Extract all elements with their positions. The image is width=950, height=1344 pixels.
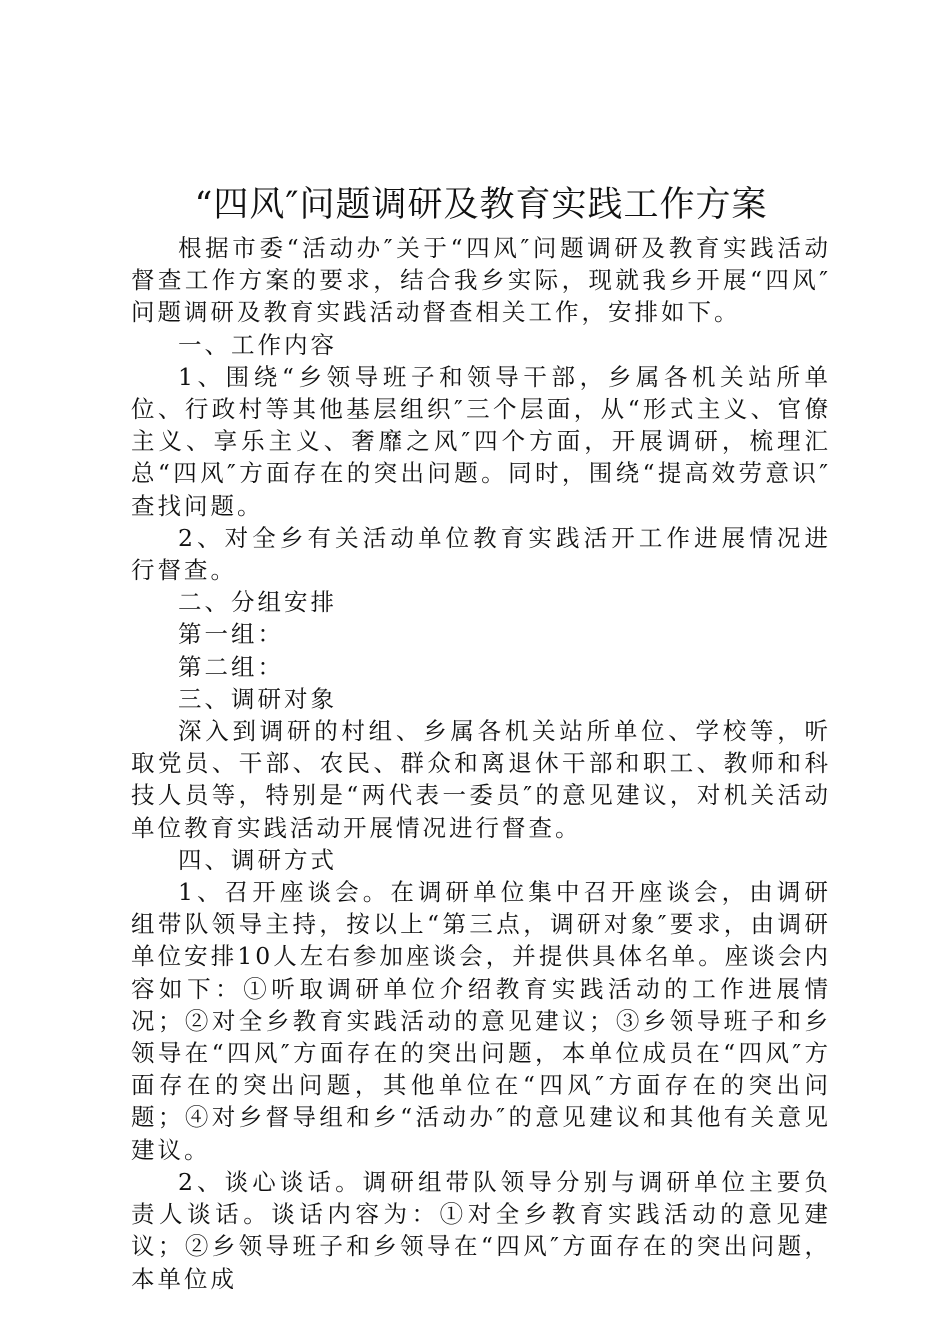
- section-heading-research-targets: 三、调研对象: [178, 684, 337, 713]
- method-item-1: 1、召开座谈会。在调研单位集中召开座谈会，由调研组带队领导主持，按以上“第三点，调研对象″要求，由调研单位安排10人左右参加座谈会，并提供具体名单。座谈会内容如下：①听取调研单位介绍教育实践活动的工作进展情况；②对全乡教育实践活动的意见建议；③乡领导班子和乡领导在“四风″方面存在的突出问题，本单位成员在“四风″方面存在的突出问题，其他单位在“四风″方面存在的突出问题；④对乡督导组和乡“活动办″的意见建议和其他有关意见建议。: [131, 878, 831, 1164]
- section-heading-work-content: 一、工作内容: [178, 330, 337, 359]
- research-targets-paragraph: 深入到调研的村组、乡属各机关站所单位、学校等，听取党员、干部、农民、群众和离退休干部和职工、教师和科技人员等，特别是“两代表一委员″的意见建议，对机关活动单位教育实践活动开展情况进行督查。: [131, 717, 831, 842]
- work-content-item-2: 2、对全乡有关活动单位教育实践活开工作进展情况进行督查。: [131, 523, 831, 585]
- group-two: 第二组：: [178, 652, 284, 681]
- intro-paragraph: 根据市委“活动办″关于“四风″问题调研及教育实践活动督查工作方案的要求，结合我乡实际，现就我乡开展“四风″问题调研及教育实践活动督查相关工作，安排如下。: [131, 234, 831, 327]
- work-content-item-1: 1、围绕“乡领导班子和领导干部，乡属各机关站所单位、行政村等其他基层组织″三个层面，从“形式主义、官僚主义、享乐主义、奢靡之风″四个方面，开展调研，梳理汇总“四风″方面存在的突出问题。同时，围绕“提高效劳意识″查找问题。: [131, 362, 831, 520]
- document-title: “四风″问题调研及教育实践工作方案: [194, 185, 768, 225]
- document-page: [131, 180, 831, 1295]
- section-heading-research-methods: 四、调研方式: [178, 845, 337, 874]
- section-heading-grouping: 二、分组安排: [178, 588, 337, 617]
- group-one: 第一组：: [178, 620, 284, 649]
- method-item-2: 2、谈心谈话。调研组带队领导分别与调研单位主要负责人谈话。谈话内容为：①对全乡教育实践活动的意见建议；②乡领导班子和乡领导在“四风″方面存在的突出问题，本单位成: [131, 1167, 831, 1293]
